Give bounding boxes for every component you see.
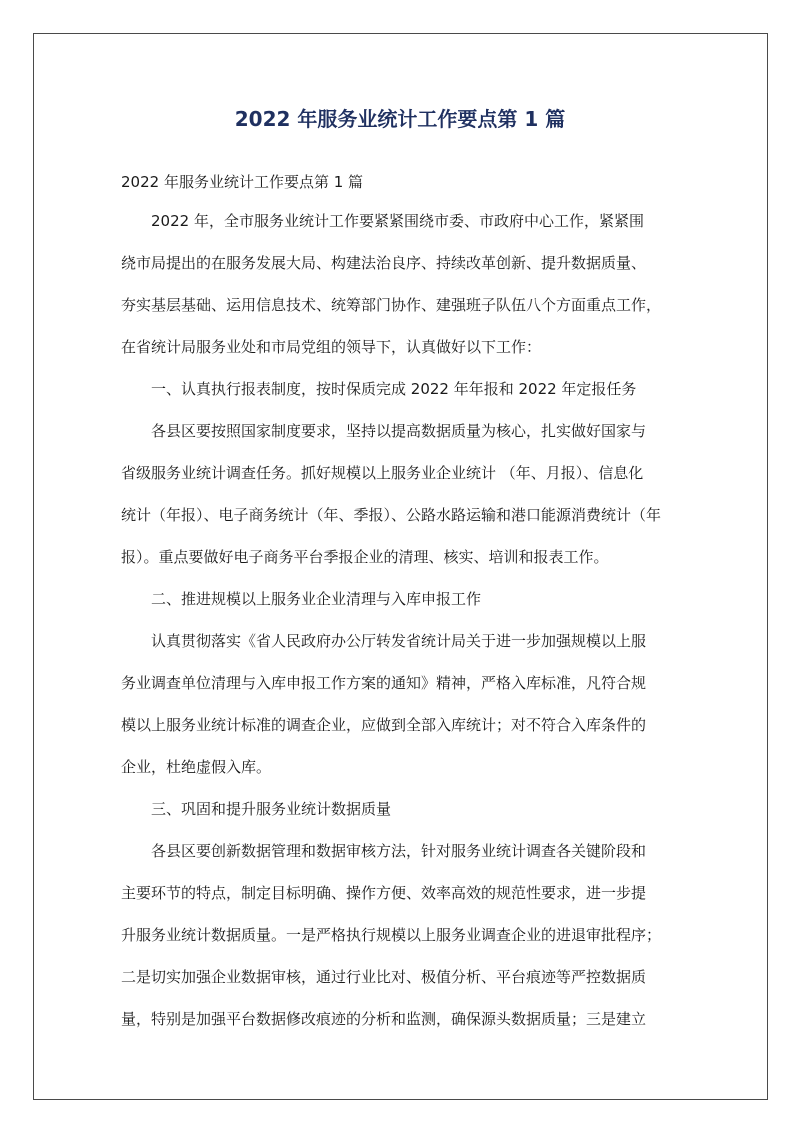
paragraph-line: 各县区要创新数据管理和数据审核方法，针对服务业统计调查各关键阶段和 — [151, 842, 647, 860]
paragraph-line: 在省统计局服务业处和市局党组的领导下，认真做好以下工作： — [121, 338, 542, 356]
paragraph-line: 主要环节的特点，制定目标明确、操作方便、效率高效的规范性要求，进一步提 — [121, 884, 647, 902]
paragraph-line: 认真贯彻落实《省人民政府办公厅转发省统计局关于进一步加强规模以上服 — [151, 632, 647, 650]
paragraph-line: 绕市局提出的在服务发展大局、构建法治良序、持续改革创新、提升数据质量、 — [121, 254, 647, 272]
paragraph-line: 量，特别是加强平台数据修改痕迹的分析和监测，确保源头数据质量；三是建立 — [121, 1010, 647, 1028]
paragraph-line: 省级服务业统计调查任务。抓好规模以上服务业企业统计 （年、月报）、信息化 — [121, 464, 644, 482]
paragraph-line: 2022 年，全市服务业统计工作要紧紧围绕市委、市政府中心工作，紧紧围 — [151, 212, 644, 230]
paragraph-intro — [121, 211, 687, 357]
section-heading-3: 三、巩固和提升服务业统计数据质量 — [151, 800, 392, 818]
section-heading-1: 一、认真执行报表制度，按时保质完成 2022 年年报和 2022 年定报任务 — [151, 380, 637, 398]
paragraph-line: 二是切实加强企业数据审核，通过行业比对、极值分析、平台痕迹等严控数据质 — [121, 968, 647, 986]
document-subtitle: 2022 年服务业统计工作要点第 1 篇 — [121, 173, 364, 191]
paragraph-line: 各县区要按照国家制度要求，坚持以提高数据质量为核心，扎实做好国家与 — [151, 422, 647, 440]
paragraph-line: 夯实基层基础、运用信息技术、统筹部门协作、建强班子队伍八个方面重点工作， — [121, 296, 662, 314]
section-heading-2: 二、推进规模以上服务业企业清理与入库申报工作 — [151, 590, 482, 608]
paragraph-section-2 — [121, 631, 687, 777]
paragraph-line: 模以上服务业统计标准的调查企业，应做到全部入库统计；对不符合入库条件的 — [121, 716, 647, 734]
paragraph-line: 升服务业统计数据质量。一是严格执行规模以上服务业调查企业的进退审批程序； — [121, 926, 662, 944]
paragraph-section-1 — [121, 421, 687, 567]
document-body — [121, 172, 687, 1051]
paragraph-line: 报）。重点要做好电子商务平台季报企业的清理、核实、培训和报表工作。 — [121, 548, 609, 566]
paragraph-line: 统计（年报）、电子商务统计（年、季报）、公路水路运输和港口能源消费统计（年 — [121, 506, 662, 524]
document-title: 2022 年服务业统计工作要点第 1 篇 — [234, 107, 566, 131]
paragraph-line: 企业，杜绝虚假入库。 — [121, 758, 272, 776]
paragraph-line: 务业调查单位清理与入库申报工作方案的通知》精神，严格入库标准，凡符合规 — [121, 674, 647, 692]
paragraph-section-3 — [121, 841, 687, 1029]
